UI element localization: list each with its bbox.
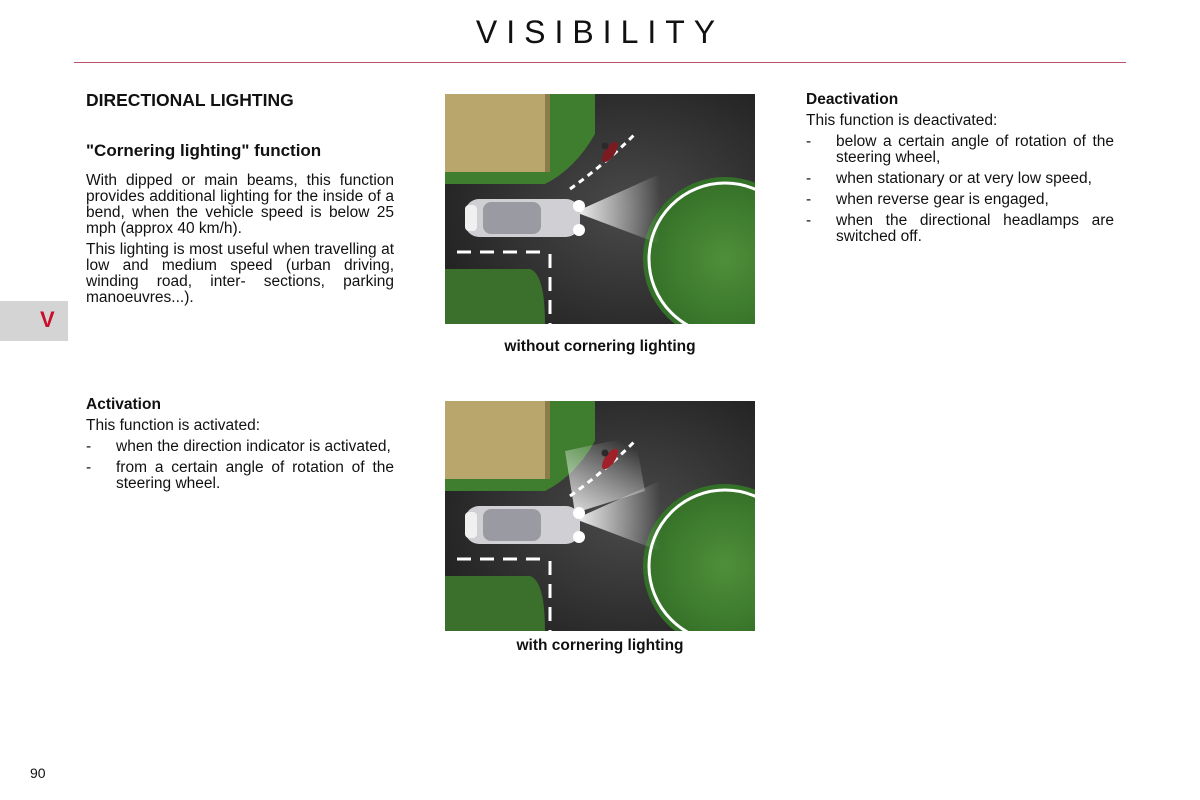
activation-intro: This function is activated: [86, 417, 261, 434]
left-column-intro [86, 92, 394, 306]
building-block [445, 94, 545, 172]
dash-bullet: - [806, 212, 812, 229]
deactivation-list [806, 134, 1114, 245]
usage-paragraph: This lighting is most useful when travelling at low and medium speed (urban driving, winding road, inter- sections, parking manoeuvres...). [86, 241, 394, 306]
list-item: - when reverse gear is engaged, [806, 191, 1049, 208]
title-divider [74, 62, 1126, 63]
list-item: - when the directional headlamps are switched off. [806, 212, 1114, 245]
activation-list [86, 439, 394, 492]
activation-heading: Activation [86, 396, 161, 413]
intro-paragraph: With dipped or main beams, this function provides additional lighting for the inside of a bend, when the vehicle speed is below 25 mph (approx 40 km/h). [86, 172, 394, 237]
illustration-without-cornering [445, 94, 755, 324]
section-title: DIRECTIONAL LIGHTING [86, 90, 294, 110]
list-item: - when the direction indicator is activated, [86, 438, 391, 455]
page-title: VISIBILITY [475, 14, 725, 50]
car-icon [465, 506, 585, 544]
figure-caption: without cornering lighting [504, 338, 696, 355]
dash-bullet: - [86, 459, 92, 476]
chapter-letter: V [40, 307, 55, 332]
subsection-title: "Cornering lighting" function [86, 141, 322, 160]
page-number: 90 [30, 765, 46, 781]
list-item: - when stationary or at very low speed, [806, 170, 1092, 187]
chapter-tab [0, 301, 68, 341]
car-icon [465, 199, 585, 237]
figure-caption: with cornering lighting [516, 637, 684, 654]
building-block [445, 401, 545, 479]
dash-bullet: - [806, 191, 812, 208]
deactivation-heading: Deactivation [806, 91, 899, 108]
dash-bullet: - [806, 170, 812, 187]
deactivation-intro: This function is deactivated: [806, 112, 998, 129]
dash-bullet: - [806, 133, 812, 150]
list-item: - below a certain angle of rotation of the steering wheel, [806, 133, 1114, 166]
dash-bullet: - [86, 438, 92, 455]
list-item: - from a certain angle of rotation of the steering wheel. [86, 459, 394, 492]
illustration-with-cornering [445, 401, 755, 631]
activation-section [86, 397, 394, 492]
deactivation-section [806, 92, 1114, 245]
